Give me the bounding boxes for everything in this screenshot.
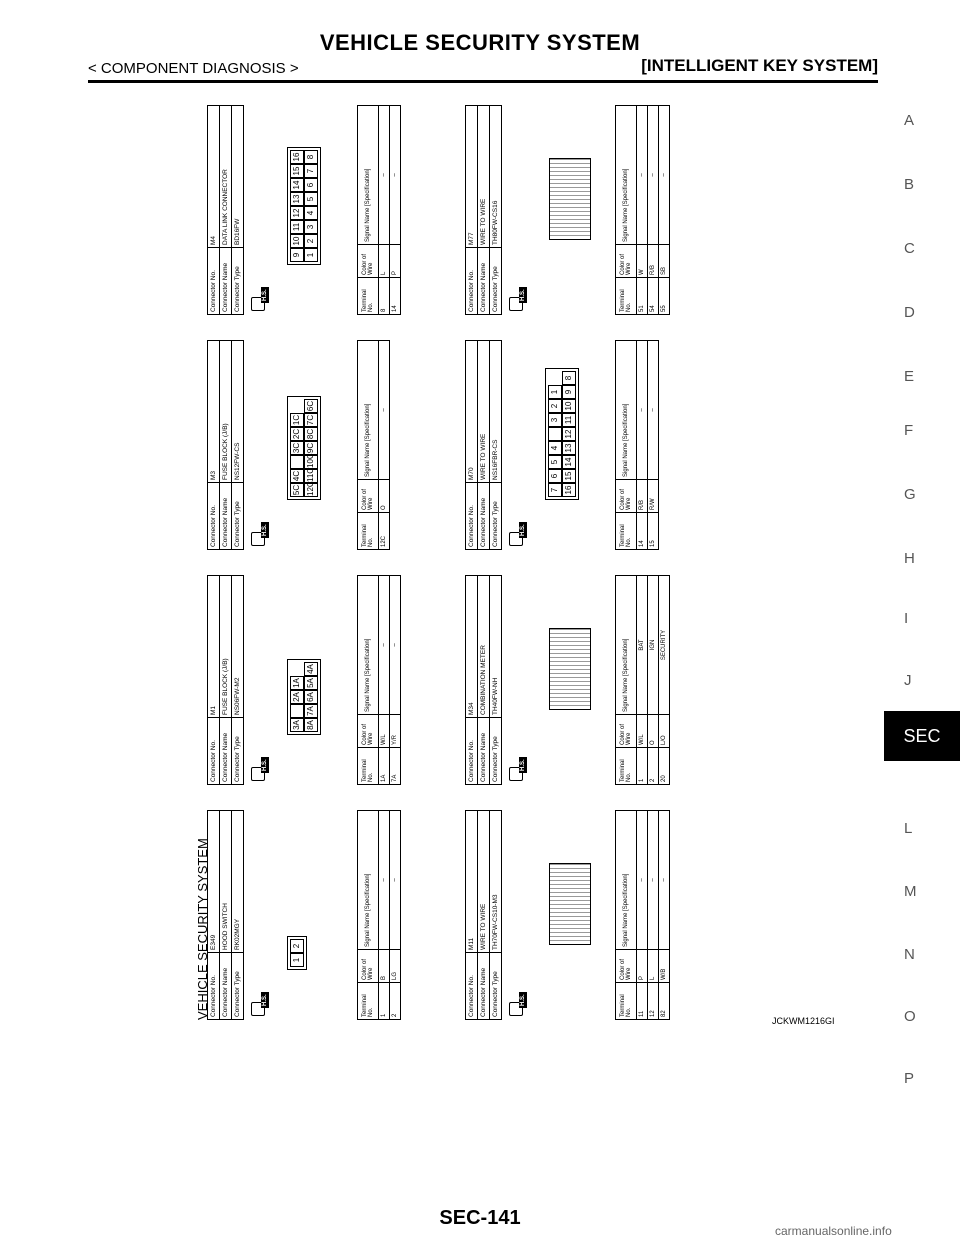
section-letter-m[interactable]: M (904, 883, 917, 900)
connector-face-diagram: 7 6 5 4 3 2 1 16 15 14 13 12 11 10 9 8 (535, 350, 615, 520)
section-letter-g[interactable]: G (904, 486, 916, 503)
connector-m70: Connector No. M70 Connector Name WIRE TO WIRE Connector Type NS16FBR-CS H.S. 7 6 5 4 3 2 1 16 15 14 13 12 11 10 9 8 Terminal No. Color of Wire Signal Name [Specification] 14 R/B – 15 R/W – (465, 340, 502, 550)
table-row: 14 P – (390, 106, 401, 315)
table-row: 1A W/L – (379, 576, 390, 785)
section-letter-c[interactable]: C (904, 240, 915, 257)
harness-side-icon: H.S. (251, 753, 273, 781)
connector-face-diagram: 5C 4C 3C 2C 1C 12C 11C 10C 9C 8C 7C 6C (277, 350, 357, 520)
table-row: 15 R/W – (648, 341, 659, 550)
sec-tab[interactable]: SEC (884, 711, 960, 761)
section-letter-i[interactable]: I (904, 610, 909, 627)
table-row: 20 L/O SECURITY (659, 576, 670, 785)
connector-m34: Connector No. M34 Connector Name COMBINATION METER Connector Type TH40FW-NH H.S. Terminal No. Color of Wire Signal Name [Specification] 1 W/L BAT 2 O IGN 20 L/O SECURITY (465, 575, 502, 785)
section-letter-a[interactable]: A (904, 112, 915, 129)
harness-side-icon: H.S. (509, 988, 531, 1016)
connector-diagram-page (195, 100, 695, 1020)
connector-e349: Connector No. E349 Connector Name HOOD SWITCH Connector Type RK02MGY H.S. 1 2 Terminal No. Color of Wire Signal Name [Specification] 1 B – 2 LG – (207, 810, 244, 1020)
table-row: 54 R/B – (648, 106, 659, 315)
connector-face-diagram (535, 820, 615, 990)
connector-m77: Connector No. M77 Connector Name WIRE TO WIRE Connector Type TH80FW-CS16 H.S. Terminal No. Color of Wire Signal Name [Specification] 51 W – 54 R/B – 55 SB – (465, 105, 502, 315)
section-letter-p[interactable]: P (904, 1070, 915, 1087)
table-row: 7A Y/R – (390, 576, 401, 785)
page-title: VEHICLE SECURITY SYSTEM (319, 30, 641, 55)
table-row: 11 P – (637, 811, 648, 1020)
connector-m1: Connector No. M1 Connector Name FUSE BLOCK (J/B) Connector Type NS06FW-M2 H.S. 3A 2A 1A 8A 7A 6A 5A 4A Terminal No. Color of Wire Signal Name [Specification] 1A W/L – 7A Y/R – (207, 575, 244, 785)
table-row: 2 O IGN (648, 576, 659, 785)
harness-side-icon: H.S. (509, 518, 531, 546)
table-row: 8 L – (379, 106, 390, 315)
table-row: 82 W/B – (659, 811, 670, 1020)
section-letter-l[interactable]: L (904, 820, 913, 837)
connector-face-diagram (535, 115, 615, 285)
section-letter-n[interactable]: N (904, 946, 915, 963)
section-letter-f[interactable]: F (904, 422, 914, 439)
table-row: 1 W/L BAT (637, 576, 648, 785)
harness-side-icon: H.S. (251, 988, 273, 1016)
harness-side-icon: H.S. (251, 283, 273, 311)
table-row: 12 L – (648, 811, 659, 1020)
connector-m3: Connector No. M3 Connector Name FUSE BLOCK (J/B) Connector Type NS12FW-CS H.S. 5C 4C 3C 2C 1C 12C 11C 10C 9C 8C 7C 6C Terminal No. Color of Wire Signal Name [Specification] 12C O – (207, 340, 244, 550)
section-letter-d[interactable]: D (904, 304, 915, 321)
table-row: 1 B – (379, 811, 390, 1020)
connector-face-diagram: 9 10 11 12 13 14 15 16 1 2 3 4 5 6 7 8 (277, 115, 357, 285)
connector-m4: Connector No. M4 Connector Name DATA LINK CONNECTOR Connector Type BD16FW H.S. 9 10 11 12 13 14 15 16 1 2 3 4 5 6 7 8 Terminal No. Color of Wire Signal Name [Specification] 8 L – 14 P – (207, 105, 244, 315)
table-row: 51 W – (637, 106, 648, 315)
table-row: 14 R/B – (637, 341, 648, 550)
sheet-title: VEHICLE SECURITY SYSTEM (195, 838, 210, 1020)
harness-side-icon: H.S. (509, 753, 531, 781)
section-letter-j[interactable]: J (904, 672, 912, 689)
section-letter-o[interactable]: O (904, 1008, 916, 1025)
connector-m11: Connector No. M11 Connector Name WIRE TO WIRE Connector Type TH70FW-CS10-M3 H.S. Terminal No. Color of Wire Signal Name [Specification] 11 P – 12 L – 82 W/B – (465, 810, 502, 1020)
table-row: 2 LG – (390, 811, 401, 1020)
connector-face-diagram: 3A 2A 1A 8A 7A 6A 5A 4A (277, 585, 357, 755)
connector-face-diagram: 1 2 (277, 820, 357, 990)
figure-id: JCKWM1216GI (772, 1016, 835, 1026)
section-label: < COMPONENT DIAGNOSIS > (88, 60, 299, 77)
section-letter-b[interactable]: B (904, 176, 915, 193)
harness-side-icon: H.S. (251, 518, 273, 546)
watermark: carmanualsonline.info (775, 1224, 892, 1238)
harness-side-icon: H.S. (509, 283, 531, 311)
connector-face-diagram (535, 585, 615, 755)
section-letter-e[interactable]: E (904, 368, 915, 385)
rotated-connector-sheet (195, 100, 695, 1020)
section-letter-h[interactable]: H (904, 550, 915, 567)
table-row: 12C O – (379, 341, 390, 550)
page-number: SEC-141 (439, 1207, 521, 1229)
system-label: [INTELLIGENT KEY SYSTEM] (641, 56, 878, 75)
header-rule (88, 80, 878, 83)
table-row: 55 SB – (659, 106, 670, 315)
